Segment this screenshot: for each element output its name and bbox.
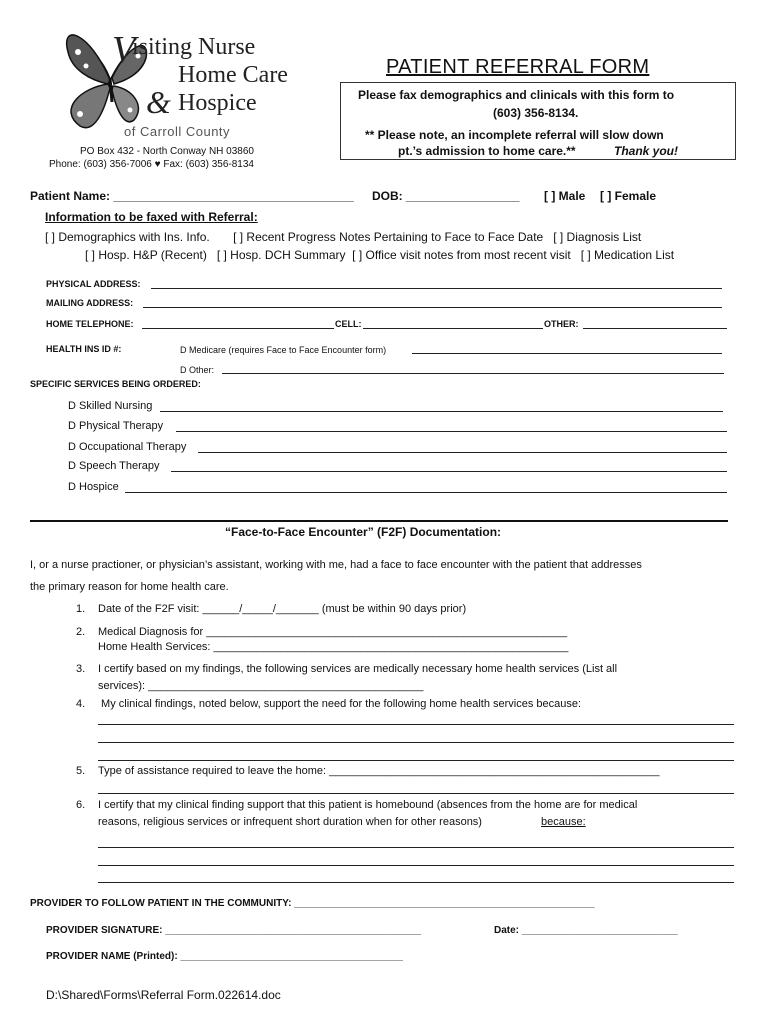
info-checklist-row2[interactable]: [ ] Hosp. H&P (Recent) [ ] Hosp. DCH Summary [ ] Office visit notes from most recent visit [ ] Medication List	[85, 248, 675, 262]
info-heading: Information to be faxed with Referral:	[45, 210, 258, 224]
physical-address-field[interactable]	[151, 288, 722, 289]
service-physical-therapy[interactable]: D Physical Therapy	[68, 420, 164, 432]
medicare-field[interactable]	[412, 353, 722, 354]
logo-line2: Home Care	[178, 62, 288, 88]
assistance-field[interactable]: Type of assistance required to leave the home: ______________________________________________________	[98, 765, 660, 777]
service-hospice[interactable]: D Hospice	[68, 481, 119, 493]
other-insurance-field[interactable]	[222, 373, 724, 374]
female-checkbox[interactable]: [ ] Female	[600, 189, 657, 203]
logo: V isiting Nurse Home Care & Hospice of Carroll County	[50, 22, 310, 142]
homebound-line-2[interactable]	[98, 865, 734, 866]
service-skilled-nursing[interactable]: D Skilled Nursing	[68, 400, 153, 412]
f2f-intro-2: the primary reason for home health care.	[30, 581, 229, 593]
item-number-4: 4.	[76, 698, 86, 710]
assistance-line-2[interactable]	[98, 793, 734, 794]
health-ins-label: HEALTH INS ID #:	[46, 344, 122, 354]
occupational-therapy-line[interactable]	[198, 452, 727, 453]
f2f-intro-1: I, or a nurse practioner, or physician’s assistant, working with me, had a face to face encounter with the patient that addresses	[30, 559, 642, 571]
medicare-checkbox[interactable]: D Medicare (requires Face to Face Encounter form)	[180, 345, 387, 355]
male-checkbox[interactable]: [ ] Male	[544, 189, 586, 203]
services-heading: SPECIFIC SERVICES BEING ORDERED:	[30, 379, 201, 389]
physical-address-label: PHYSICAL ADDRESS:	[46, 279, 141, 289]
org-phone: Phone: (603) 356-7006 ♥ Fax: (603) 356-8134	[49, 159, 254, 170]
medical-diagnosis-field[interactable]: Medical Diagnosis for ___________________________________________________________	[98, 626, 568, 638]
home-telephone-label: HOME TELEPHONE:	[46, 319, 134, 329]
other-phone-label: OTHER:	[544, 319, 579, 329]
skilled-nursing-line[interactable]	[160, 411, 723, 412]
provider-date-field[interactable]: Date: ____________________________	[494, 925, 678, 936]
logo-line3: Hospice	[178, 90, 257, 116]
physical-therapy-line[interactable]	[176, 431, 727, 432]
clinical-findings-line-1[interactable]	[98, 724, 734, 725]
provider-name-field[interactable]: PROVIDER NAME (Printed): ________________________________________	[46, 951, 403, 962]
logo-line1: isiting Nurse	[132, 34, 256, 60]
org-address: PO Box 432 - North Conway NH 03860	[80, 146, 254, 157]
info-checklist-row1[interactable]: [ ] Demographics with Ins. Info. [ ] Recent Progress Notes Pertaining to Face to Face Date [ ] Diagnosis List	[45, 230, 642, 244]
fax-instructions-1: Please fax demographics and clinicals with this form to	[358, 88, 675, 102]
mailing-address-label: MAILING ADDRESS:	[46, 298, 134, 308]
item-number-1: 1.	[76, 603, 86, 615]
item-number-3: 3.	[76, 663, 86, 675]
cell-label: CELL:	[335, 319, 362, 329]
notice-1: ** Please note, an incomplete referral will slow down	[365, 128, 664, 142]
homebound-text-2: reasons, religious services or infrequent short duration when for other reasons)	[98, 816, 482, 828]
service-occupational-therapy[interactable]: D Occupational Therapy	[68, 441, 187, 453]
dob-field[interactable]: DOB: _________________	[372, 189, 520, 203]
notice-2: pt.’s admission to home care.**	[398, 144, 576, 158]
provider-signature-field[interactable]: PROVIDER SIGNATURE: ______________________________________________	[46, 925, 422, 936]
thank-you: Thank you!	[614, 144, 679, 158]
section-divider	[30, 520, 728, 522]
services-list-field[interactable]: services): _____________________________________________	[98, 680, 424, 692]
home-health-services-field[interactable]: Home Health Services: __________________________________________________________	[98, 641, 569, 653]
certify-services-text: I certify based on my findings, the following services are medically necessary home health services (List all	[98, 663, 618, 675]
provider-follow-field[interactable]: PROVIDER TO FOLLOW PATIENT IN THE COMMUNITY: ______________________________________________________	[30, 898, 595, 909]
item-number-6: 6.	[76, 799, 86, 811]
homebound-text-1: I certify that my clinical finding support that this patient is homebound (absences from the home are for medical	[98, 799, 638, 811]
home-telephone-field[interactable]	[142, 328, 334, 329]
homebound-line-1[interactable]	[98, 847, 734, 848]
cell-field[interactable]	[363, 328, 543, 329]
fax-number: (603) 356-8134.	[493, 106, 579, 120]
clinical-findings-line-2[interactable]	[98, 742, 734, 743]
homebound-line-3[interactable]	[98, 882, 734, 883]
item-number-2: 2.	[76, 626, 86, 638]
homebound-because: because:	[541, 816, 586, 828]
other-phone-field[interactable]	[583, 328, 727, 329]
document-path: D:\Shared\Forms\Referral Form.022614.doc	[46, 988, 281, 1002]
clinical-findings-line-3[interactable]	[98, 760, 734, 761]
hospice-line[interactable]	[125, 492, 727, 493]
clinical-findings-text: My clinical findings, noted below, support the need for the following home health services because:	[98, 698, 582, 710]
form-title: PATIENT REFERRAL FORM	[386, 56, 650, 78]
logo-line4: of Carroll County	[124, 124, 231, 139]
f2f-date-field[interactable]: Date of the F2F visit: ______/_____/_______ (must be within 90 days prior)	[98, 603, 467, 615]
logo-amp: &	[146, 84, 171, 120]
service-speech-therapy[interactable]: D Speech Therapy	[68, 460, 160, 472]
patient-name-field[interactable]: Patient Name: ____________________________________	[30, 189, 354, 203]
item-number-5: 5.	[76, 765, 86, 777]
f2f-heading: “Face-to-Face Encounter” (F2F) Documentation:	[225, 525, 502, 539]
speech-therapy-line[interactable]	[171, 471, 727, 472]
mailing-address-field[interactable]	[143, 307, 722, 308]
other-insurance-checkbox[interactable]: D Other:	[180, 365, 215, 375]
